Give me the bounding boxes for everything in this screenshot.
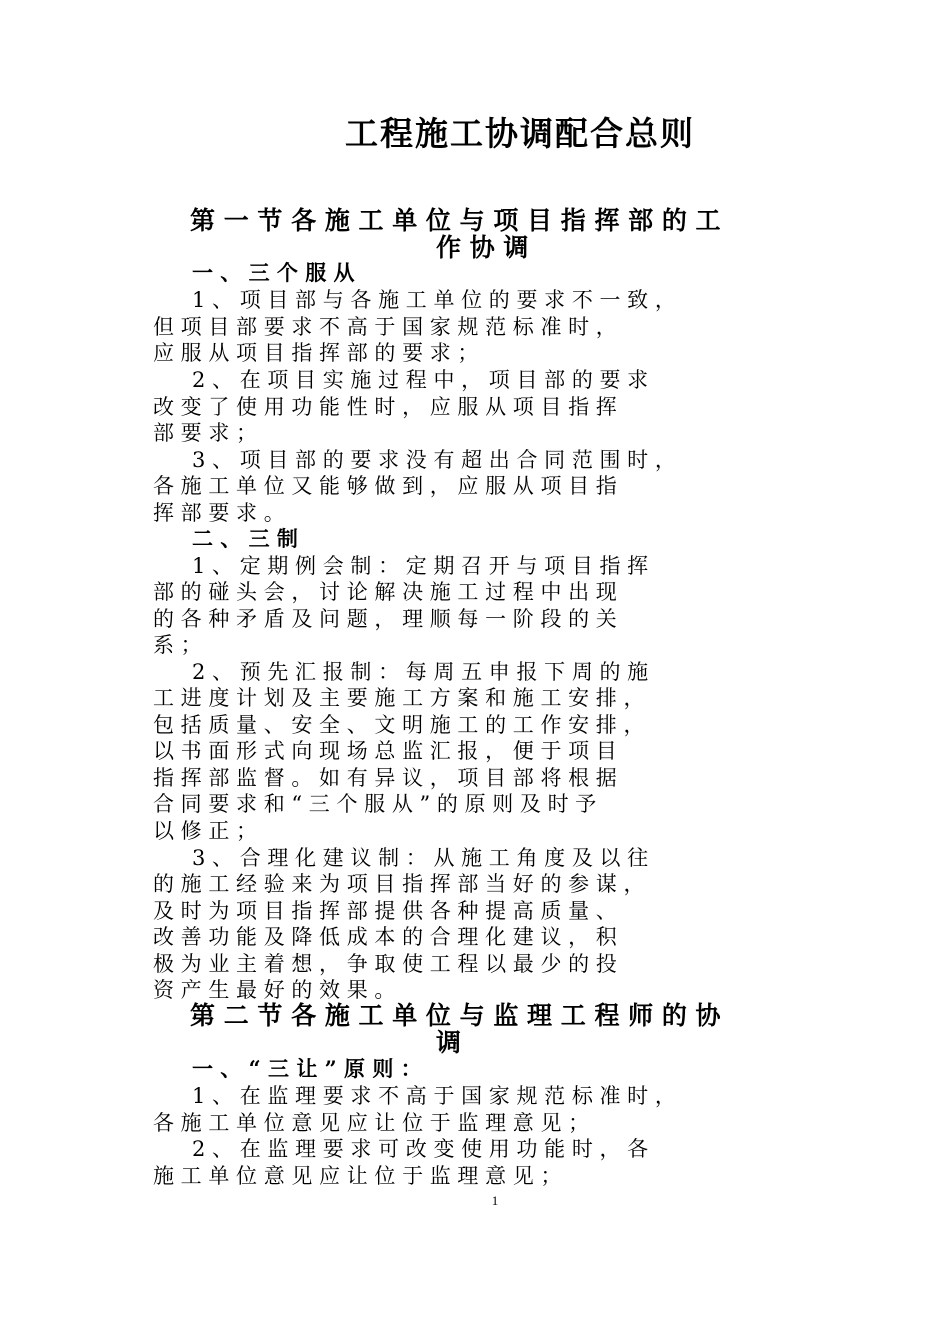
- subsection-heading: 一 、 “ 三 让 ” 原 则 ：: [192, 1056, 422, 1081]
- paragraph-line: 但 项 目 部 要 求 不 高 于 国 家 规 范 标 准 时 ，: [153, 315, 617, 339]
- paragraph-line: 2 、 预 先 汇 报 制 ： 每 周 五 申 报 下 周 的 施: [192, 660, 649, 684]
- paragraph-line: 改 变 了 使 用 功 能 性 时 ， 应 服 从 项 目 指 挥: [153, 395, 617, 419]
- paragraph-line: 及 时 为 项 目 指 挥 部 提 供 各 种 提 高 质 量 、: [153, 899, 617, 923]
- paragraph-line: 包 括 质 量 、 安 全 、 文 明 施 工 的 工 作 安 排 ，: [153, 713, 645, 737]
- paragraph-line: 2 、 在 监 理 要 求 可 改 变 使 用 功 能 时 ， 各: [192, 1137, 649, 1161]
- paragraph-line: 部 的 碰 头 会 ， 讨 论 解 决 施 工 过 程 中 出 现: [153, 580, 617, 604]
- paragraph-line: 指 挥 部 监 督 。 如 有 异 议 ， 项 目 部 将 根 据: [153, 766, 617, 790]
- paragraph-line: 系 ；: [153, 633, 202, 657]
- paragraph-line: 挥 部 要 求 。: [153, 501, 285, 525]
- paragraph-line: 1 、 项 目 部 与 各 施 工 单 位 的 要 求 不 一 致 ，: [192, 288, 676, 312]
- paragraph-line: 3 、 合 理 化 建 议 制 ： 从 施 工 角 度 及 以 往: [192, 846, 649, 870]
- paragraph-line: 1 、 在 监 理 要 求 不 高 于 国 家 规 范 标 准 时 ，: [192, 1084, 676, 1108]
- paragraph-line: 2 、 在 项 目 实 施 过 程 中 ， 项 目 部 的 要 求: [192, 368, 649, 392]
- paragraph-line: 3 、 项 目 部 的 要 求 没 有 超 出 合 同 范 围 时 ，: [192, 448, 676, 472]
- document-title: 工程施工协调配合总则: [345, 114, 695, 153]
- paragraph-line: 各 施 工 单 位 意 见 应 让 位 于 监 理 意 见 ；: [153, 1111, 590, 1135]
- paragraph-line: 部 要 求 ；: [153, 421, 258, 445]
- subsection-heading: 一 、 三 个 服 从: [192, 260, 355, 285]
- paragraph-line: 以 修 正 ；: [153, 819, 258, 843]
- paragraph-line: 的 各 种 矛 盾 及 问 题 ， 理 顺 每 一 阶 段 的 关: [153, 607, 617, 631]
- paragraph-line: 工 进 度 计 划 及 主 要 施 工 方 案 和 施 工 安 排 ，: [153, 686, 645, 710]
- page-number: 1: [491, 1193, 499, 1208]
- paragraph-line: 极 为 业 主 着 想 ， 争 取 使 工 程 以 最 少 的 投: [153, 952, 617, 976]
- paragraph-line: 改 善 功 能 及 降 低 成 本 的 合 理 化 建 议 ， 积: [153, 925, 617, 949]
- section-heading-continuation: 作 协 调: [436, 233, 529, 262]
- paragraph-line: 的 施 工 经 验 来 为 项 目 指 挥 部 当 好 的 参 谋 ，: [153, 872, 645, 896]
- subsection-heading: 二 、 三 制: [192, 526, 298, 551]
- paragraph-line: 施 工 单 位 意 见 应 让 位 于 监 理 意 见 ；: [153, 1164, 562, 1188]
- paragraph-line: 以 书 面 形 式 向 现 场 总 监 汇 报 ， 便 于 项 目: [153, 739, 617, 763]
- paragraph-line: 各 施 工 单 位 又 能 够 做 到 ， 应 服 从 项 目 指: [153, 474, 617, 498]
- paragraph-line: 合 同 要 求 和 “ 三 个 服 从 ” 的 原 则 及 时 予: [153, 792, 597, 816]
- section-heading: 第 二 节 各 施 工 单 位 与 监 理 工 程 师 的 协: [190, 1001, 721, 1030]
- paragraph-line: 1 、 定 期 例 会 制 ： 定 期 召 开 与 项 目 指 挥: [192, 554, 649, 578]
- section-heading-continuation: 调: [436, 1028, 462, 1057]
- paragraph-line: 资 产 生 最 好 的 效 果 。: [153, 978, 396, 1002]
- paragraph-line: 应 服 从 项 目 指 挥 部 的 要 求 ；: [153, 341, 479, 365]
- section-heading: 第 一 节 各 施 工 单 位 与 项 目 指 挥 部 的 工: [190, 206, 721, 235]
